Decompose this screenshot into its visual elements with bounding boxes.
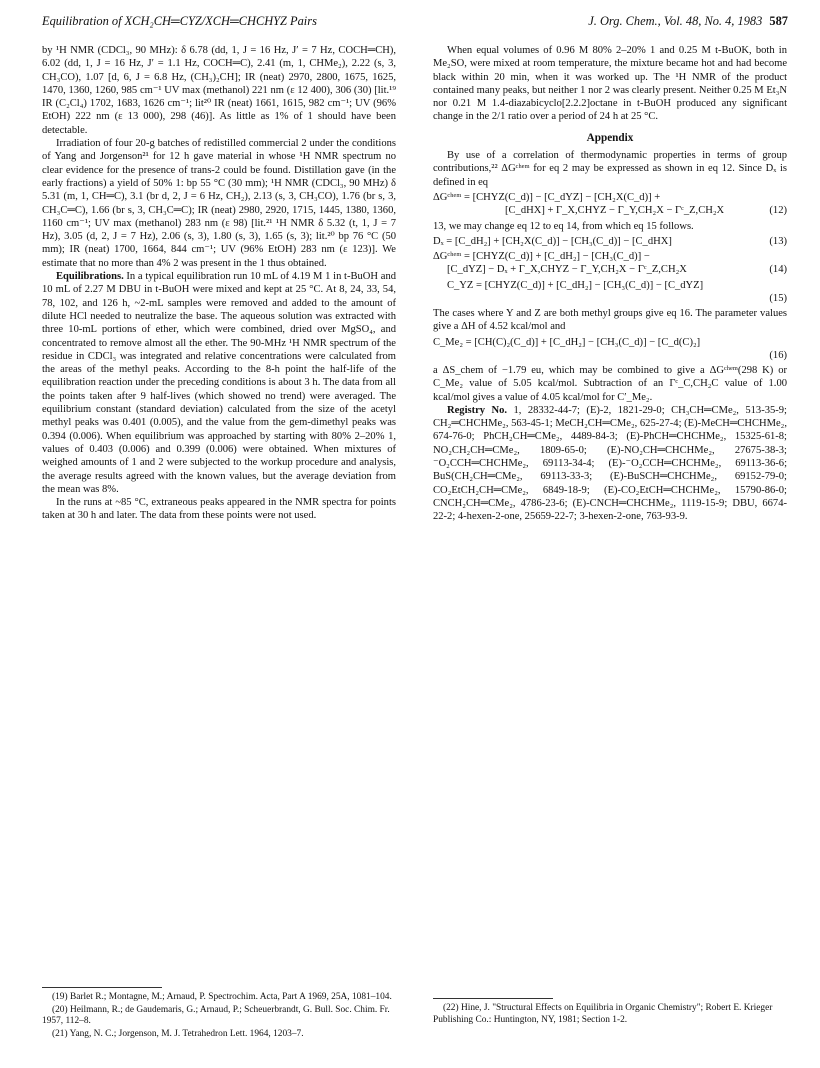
footnote-19: (19) Barlet R.; Montagne, M.; Arnaud, P. Spectrochim. Acta, Part A 1969, 25A, 1081–104. xyxy=(52,992,392,1002)
equation-13-number: (13) xyxy=(769,235,787,247)
paragraph-methyl-cases: The cases where Y and Z are both methyl groups give eq 16. The parameter values give a ΔH of 4.52 kcal/mol and xyxy=(433,308,787,333)
equation-12-line-1: ΔGᶜʰᵉᵐ = [CHYZ(C_d)] − [C_dYZ] − [CH₂X(C_d)] + xyxy=(433,191,661,203)
equation-15-number: (15) xyxy=(769,292,787,304)
equation-12 xyxy=(433,191,787,218)
equation-12-number: (12) xyxy=(769,205,787,217)
equilibrations-text: In a typical equilibration run 10 mL of 4.19 M 1 in t-BuOH and 10 mL of 2.27 M DBU in t-BuOH were mixed and kept at 25 °C. At 8, 24, 33, 54, 78, 102, and 126 h, ~2-mL samples were removed and added to the amount of dilute HCl needed to neutralize the base. The aqueous solution was extracted with three 10-mL portions of ether, which were combined, dried over MgSO₄, and concentrated to remove almost all the ether. The 90-MHz ¹H NMR spectrum of the residue in CDCl₃ was integrated and relative concentrations were calculated from the areas of the methyl peaks. According to the 8-h point the half-life of the equilibration reaction under the preceding conditions is about 3 h. The data from all the points taken after 9 half-lives (which showed no trend) were averaged. The equilibrium constant (standard deviation) calculated from the size of the acetyl methyl peaks was 0.401 (0.005), and the value from the gem-dimethyl peaks was 0.394 (0.006). When equilibrium was approached by starting with 80% 2–20% 1, values of 0.403 (0.006) and 0.399 (0.006) were obtained. When mixtures of weighed amounts of 1 and 2 were subjected to the workup procedure and analysis, the average results agreed with the known values, but the average deviation from the mean was 8%. xyxy=(42,271,396,495)
footnote-rule xyxy=(433,998,553,999)
footnote-21: (21) Yang, N. C.; Jorgenson, M. J. Tetrahedron Lett. 1964, 1203–7. xyxy=(52,1028,304,1039)
equation-16-number: (16) xyxy=(769,349,787,361)
registry-text: 1, 28332-44-7; (E)-2, 1821-29-0; CH₃CH═CMe₂, 513-35-9; CH₂═CHCHMe₂, 563-45-1; MeCH₂CH═CMe₂, 625-27-4; (E)-MeCH═CHCHMe₂, 674-76-0; PhCH₂CH═CMe₂, 4489-84-3; (E)-PhCH═CHCHMe₂, 15325-61-8; NO₂CH₂CH═CMe₂, 1809-65-0; (E)-NO₂CH═CHCHMe₂, 27675-38-3; ⁻O₂CCH═CHCHMe₂, 69113-34-4; (E)-⁻O₂CCH═CHCHMe₂, 69113-36-6; BuS(CH₂CH═CMe₂, 69113-33-3; (E)-BuSCH═CHCHMe₂, 69152-79-0; CO₂EtCH₂CH═CMe₂, 6849-18-9; (E)-CO₂EtCH═CHCHMe₂, 15790-86-0; CNCH₂CH═CMe₂, 4786-23-6; (E)-CNCH═CHCHMe₂, 1119-15-9; DBU, 6674-22-2; 4-hexen-2-one, 25659-22-7; 3-hexen-2-one, 763-93-9. xyxy=(433,404,787,523)
page-header xyxy=(42,14,788,32)
footnotes-right xyxy=(433,998,787,1027)
paragraph-eq13-intro: 13, we may change eq 12 to eq 14, from which eq 15 follows. xyxy=(433,220,694,232)
paragraph-registry xyxy=(433,404,787,524)
equation-16 xyxy=(433,336,787,362)
equation-14-line-2: [C_dYZ] − Dₓ + Γ_X,CHYZ − Γ_Y,CH₂X − Γᶜ_Z,CH₂X xyxy=(447,264,687,276)
equation-14-number: (14) xyxy=(769,264,787,276)
footnote-rule xyxy=(42,987,162,988)
paragraph-equilibrations xyxy=(42,270,396,496)
paragraph-entropy: a ΔS_chem of −1.79 eu, which may be combined to give a ΔGᶜʰᵉᵐ(298 K) or C_Me₂ value of 5.05 kcal/mol. Subtraction of an Γᶜ_C,CH₂C value of 1.00 kcal/mol gives a value of 4.05 kcal/mol for C′_Me₂. xyxy=(433,364,787,403)
equation-13-line: Dₓ = [C_dH₂] + [CH₂X(C_d)] − [CH₃(C_d)] − [C_dHX] xyxy=(433,235,672,247)
equation-14 xyxy=(433,250,787,277)
equation-12-line-2: [C_dHX] + Γ_X,CHYZ − Γ_Y,CH₂X − Γᶜ_Z,CH₂X xyxy=(505,205,725,217)
journal-name: J. Org. Chem., Vol. 48, No. 4, 1983 xyxy=(588,14,763,28)
equation-14-line-1: ΔGᶜʰᵉᵐ = [CHYZ(C_d)] + [C_dH₂] − [CH₃(C_d)] − xyxy=(433,251,650,263)
footnote-20: (20) Heilmann, R.; de Gaudemaris, G.; Arnaud, P.; Scheuerbrandt, G. Bull. Soc. Chim. Fr. 1957, 112–8. xyxy=(42,1004,390,1027)
paragraph-appendix-intro: By use of a correlation of thermodynamic properties in terms of group contributions,²² ΔGᶜʰᵉᵐ for eq 2 may be expressed as shown in eq 12. Since Dₓ is defined in eq xyxy=(433,150,787,188)
section-title-appendix: Appendix xyxy=(586,131,634,144)
right-column xyxy=(433,44,787,524)
page-number: 587 xyxy=(769,14,788,28)
paragraph-tbuok: When equal volumes of 0.96 M 80% 2–20% 1 and 0.25 M t-BuOK, both in Me₂SO, were mixed at room temperature, the mixture became hot and had become black within 20 min, when it was worked up. The ¹H NMR of the product contained many peaks, but neither 1 nor 2 was clearly present. Neither 0.25 M Et₃N nor 0.21 M 1.4-diazabicyclo[2.2.2]octane in t-BuOH produced any significant change in the 2/1 ratio over a period of 24 h at 25 °C. xyxy=(433,45,787,123)
equation-13 xyxy=(433,235,787,248)
paragraph-extraneous-peaks: In the runs at ~85 °C, extraneous peaks appeared in the NMR spectra for points taken at 30 h and later. The data from these points were not used. xyxy=(42,497,396,522)
equation-16-line: C_Me₂ = [CH(C)₂(C_d)] + [C_dH₂] − [CH₃(C_d)] − [C_d(C)₂] xyxy=(433,336,701,348)
running-title: Equilibration of XCH₂CH═CYZ/XCH═CHCHYZ Pairs xyxy=(42,14,317,28)
paragraph-irradiation: Irradiation of four 20-g batches of redistilled commercial 2 under the conditions of Yang and Jorgenson²¹ for 12 h gave material in whose ¹H NMR spectrum no clear evidence for the presence of trans-2 could be found. Distillation gave (in the early fractions) a yield of 50% 1: bp 55 °C (30 mm); ¹H NMR (CDCl₃, 90 MHz) δ 5.31 (m, 1, CH═C), 3.1 (br d, 2, J = 6 Hz, CH₂), 2.13 (s, 3, CH₃CO), 1.76 (br s, 3, CH₃C═C), 1.66 (br s, 3, CH₃C═C); IR (neat) 2980, 2920, 1715, 1445, 1380, 1360, 1160 cm⁻¹; UV max (methanol) 283 nm (ε 98) [lit.²¹ ¹H NMR δ 5.32 (t, 1, J = 7 Hz), 3.05 (d, 2, J = 7 Hz), 2.06 (s, 3), 1.80 (s, 3), 1.65 (s, 3); lit.²⁰ bp 76 °C (50 mm); IR (neat) 1700, 1664, 844 cm⁻¹; UV (96% EtOH) 283 nm (ε 123)]. We estimate that no more than 4% 2 was present in the 1 thus obtained. xyxy=(42,138,396,269)
journal-citation xyxy=(588,14,788,29)
footnote-22: (22) Hine, J. "Structural Effects on Equilibria in Organic Chemistry"; Robert E. Krieger Publishing Co.: Huntington, NY, 1981; Section 1-2. xyxy=(433,1003,773,1025)
runin-heading-equilibrations: Equilibrations. xyxy=(56,271,124,283)
paragraph-nmr-data: by ¹H NMR (CDCl₃, 90 MHz): δ 6.78 (dd, 1, J = 16 Hz, J′ = 7 Hz, COCH═CH), 6.02 (dd, 1, J = 16 Hz, J′ = 1.1 Hz, COCH═C), 2.41 (m, 1, CHMe₂), 2.22 (s, 3, CH₃CO), 1.07 [d, 6, J = 6.8 Hz, (CH₃)₂CH]; IR (neat) 2970, 2800, 1675, 1625, 1470, 1360, 1260, 985 cm⁻¹ UV max (methanol) 221 nm (ε 12 400), 306 (30) [lit.¹⁹ IR (C₂Cl₄) 1702, 1683, 1626 cm⁻¹; lit²⁰ IR (neat) 1661, 1615, 982 cm⁻¹; UV (96% EtOH) 222 nm (ε 13 000), 298 (46)]. As little as 1% of 1 should have been detectable. xyxy=(42,45,396,136)
equation-15 xyxy=(433,279,787,305)
equation-15-line: C_YZ = [CHYZ(C_d)] + [C_dH₂] − [CH₃(C_d)] − [C_dYZ] xyxy=(447,279,704,291)
footnotes-left xyxy=(42,987,396,1041)
runin-heading-registry: Registry No. xyxy=(447,404,508,416)
left-column xyxy=(42,44,396,523)
